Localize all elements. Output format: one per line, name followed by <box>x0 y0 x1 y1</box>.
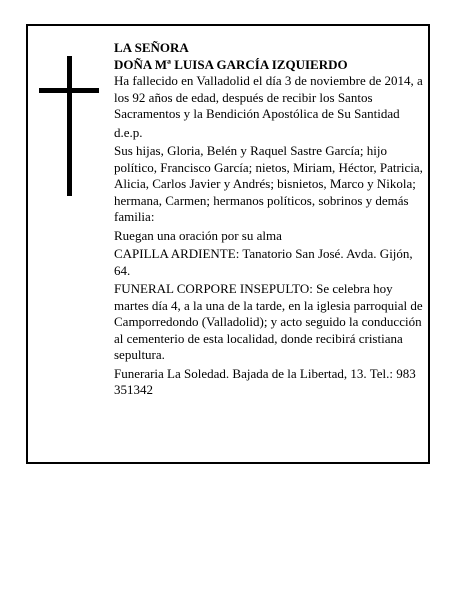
cross-vertical-bar <box>67 56 72 196</box>
title-line-1: LA SEÑORA <box>114 40 189 55</box>
dep-abbreviation: d.e.p. <box>114 124 143 140</box>
obituary-text <box>114 40 424 401</box>
chapel-info: CAPILLA ARDIENTE: Tanatorio San José. Avda. Gijón, 64. <box>114 246 413 278</box>
funeral-info: FUNERAL CORPORE INSEPULTO: Se celebra hoy martes día 4, a la una de la tarde, en la iglesia parroquial de Camporredondo (Valladolid); y acto seguido la conducción al cementerio de esta localidad, donde recibirá cristiana sepultura. <box>114 281 423 362</box>
family-list: Sus hijas, Gloria, Belén y Raquel Sastre García; hijo político, Francisco García; nietos, Miriam, Héctor, Patricia, Alicia, Carlos Javier y Andrés; bisnietos, Marco y Nikola; hermana, Carmen; hermanos políticos, sobrinos y demás familia: <box>114 143 423 224</box>
funeral-home-info: Funeraria La Soledad. Bajada de la Libertad, 13. Tel.: 983 351342 <box>114 365 416 397</box>
obituary-frame <box>26 24 430 464</box>
cross-horizontal-bar <box>39 88 99 93</box>
death-announcement: Ha fallecido en Valladolid el día 3 de noviembre de 2014, a los 92 años de edad, después de recibir los Santos Sacramentos y la Bendición Apostólica de Su Santidad <box>114 73 423 121</box>
deceased-name: DOÑA Mª LUISA GARCÍA IZQUIERDO <box>114 56 348 72</box>
prayer-request: Ruegan una oración por su alma <box>114 227 282 243</box>
